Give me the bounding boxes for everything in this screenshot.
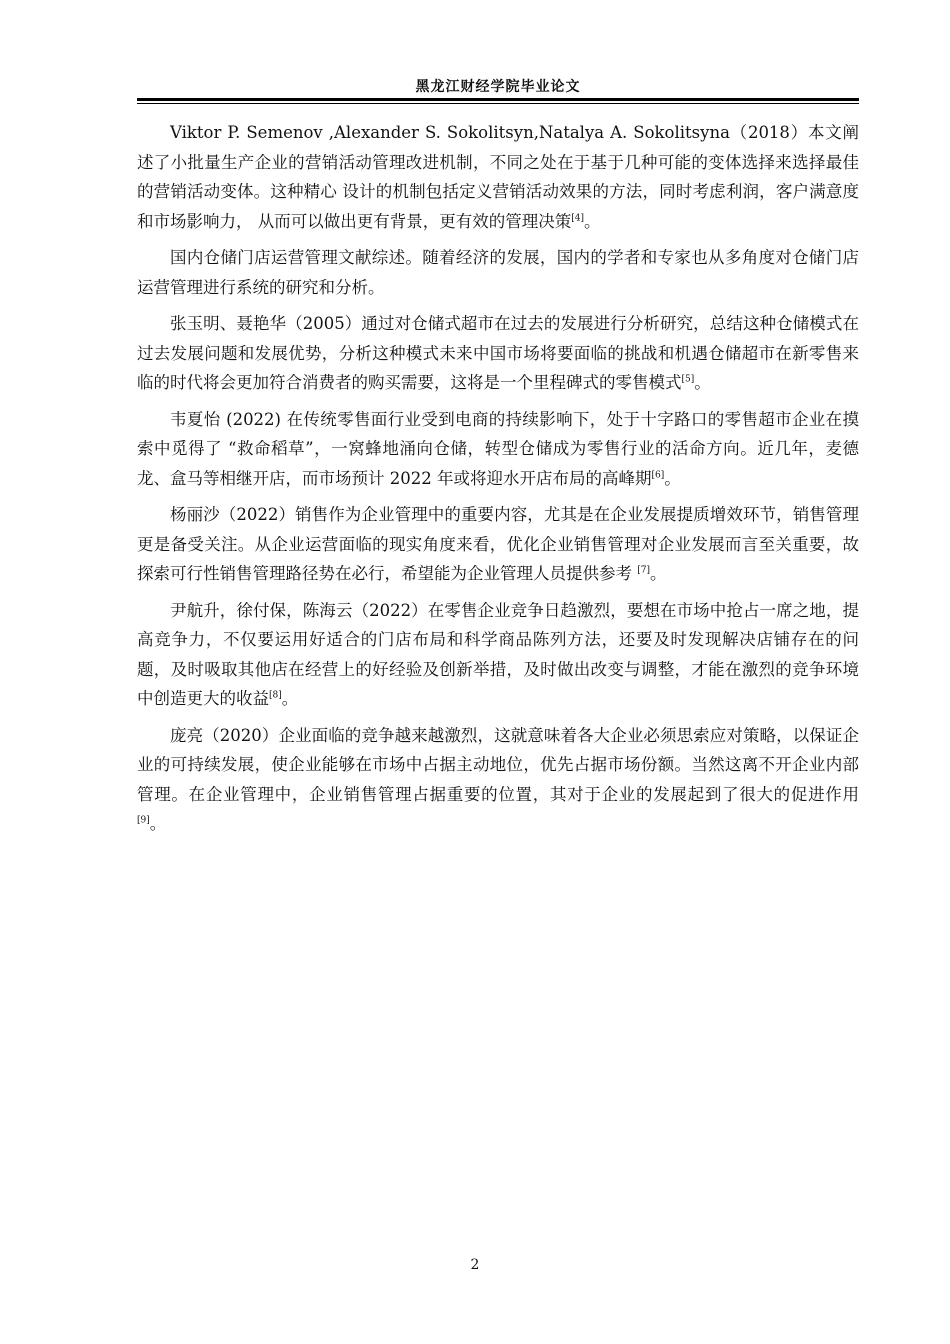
paragraph-yin-xu-chen <box>137 596 859 714</box>
page-number: 2 <box>470 1257 480 1273</box>
citation-ref: [7] <box>637 565 650 576</box>
paragraph-text: 庞亮（2020）企业面临的竞争越来越激烈，这就意味着各大企业必须思索应对策略，以保证企业的可持续发展，使企业能够在市场中占据主动地位，优先占据市场份额。当然这离不开企业内部管理。在企业管理中，企业销售管理占据重要的位置，其对于企业的发展起到了很大的促进作用 <box>137 725 859 804</box>
citation-ref: [4] <box>571 213 584 223</box>
paragraph-text: 国内仓储门店运营管理文献综述。随着经济的发展，国内的学者和专家也从多角度对仓储门店运营管理进行系统的研究和分析。 <box>137 248 859 297</box>
paragraph-end: 。 <box>694 373 711 392</box>
body-text <box>137 118 859 846</box>
paragraph-end: 。 <box>584 211 601 231</box>
paragraph-text: 韦夏怡 (2022) 在传统零售面行业受到电商的持续影响下，处于十字路口的零售超市企业在摸索中觅得了 “救命稻草”，一窝蜂地涌向仓储，转型仓储成为零售行业的活命方向。近几年，麦德龙、盒马等相继开店，而市场预计 2022 年或将迎水开店布局的高峰期 <box>137 409 859 488</box>
paragraph-end: 。 <box>281 689 299 708</box>
paragraph-semenov <box>137 118 859 236</box>
citation-ref: [9] <box>137 815 150 826</box>
citation-ref: [8] <box>269 690 282 701</box>
paragraph-domestic-review <box>137 243 859 302</box>
paragraph-end: 。 <box>664 468 681 488</box>
paragraph-text: 张玉明、聂艳华（2005）通过对仓储式超市在过去的发展进行分析研究，总结这种仓储模式在过去发展问题和发展优势，分析这种模式未来中国市场将要面临的挑战和机遇仓储超市在新零售来临的时代将会更加符合消费者的购买需要，这将是一个里程碑式的零售模式 <box>137 314 859 392</box>
citation-ref: [6] <box>651 470 665 480</box>
header-rule-thin <box>137 103 859 104</box>
paragraph-pang <box>137 721 859 839</box>
citation-ref: [5] <box>681 374 695 385</box>
paragraph-text: 尹航升，徐付保，陈海云（2022）在零售企业竞争日趋激烈，要想在市场中抢占一席之地，提高竞争力，不仅要运用好适合的门店布局和科学商品陈列方法，还要及时发现解决店铺存在的问题，及时吸取其他店在经营上的好经验及创新举措，及时做出改变与调整，才能在激烈的竞争环境中创造更大的收益 <box>137 600 859 708</box>
paragraph-zhang-nie <box>137 309 859 398</box>
paragraph-yang <box>137 500 859 589</box>
paragraph-text: 杨丽沙（2022）销售作为企业管理中的重要内容，尤其是在企业发展提质增效环节，销售管理更是备受关注。从企业运营面临的现实角度来看，优化企业销售管理对企业发展而言至关重要，故探索可行性销售管理路径势在必行，希望能为企业管理人员提供参考 <box>137 505 859 583</box>
paragraph-text: Viktor P. Semenov ,Alexander S. Sokolitsyn,Natalya A. Sokolitsyna（2018）本文阐述了小批量生产企业的营销活动管理改进机制，不同之处在于基于几种可能的变体选择来选择最佳的营销活动变体。这种精心 设计的机制包括定义营销活动效果的方法，同时考虑利润，客户满意度和市场影响力， 从而可以做出更有背景，更有效的管理决策 <box>137 123 859 231</box>
running-header: 黑龙江财经学院毕业论文 <box>415 79 581 95</box>
paragraph-wei <box>137 405 859 494</box>
header-rule-thick <box>137 98 859 101</box>
paragraph-end: 。 <box>149 814 167 833</box>
paragraph-end: 。 <box>650 564 667 583</box>
